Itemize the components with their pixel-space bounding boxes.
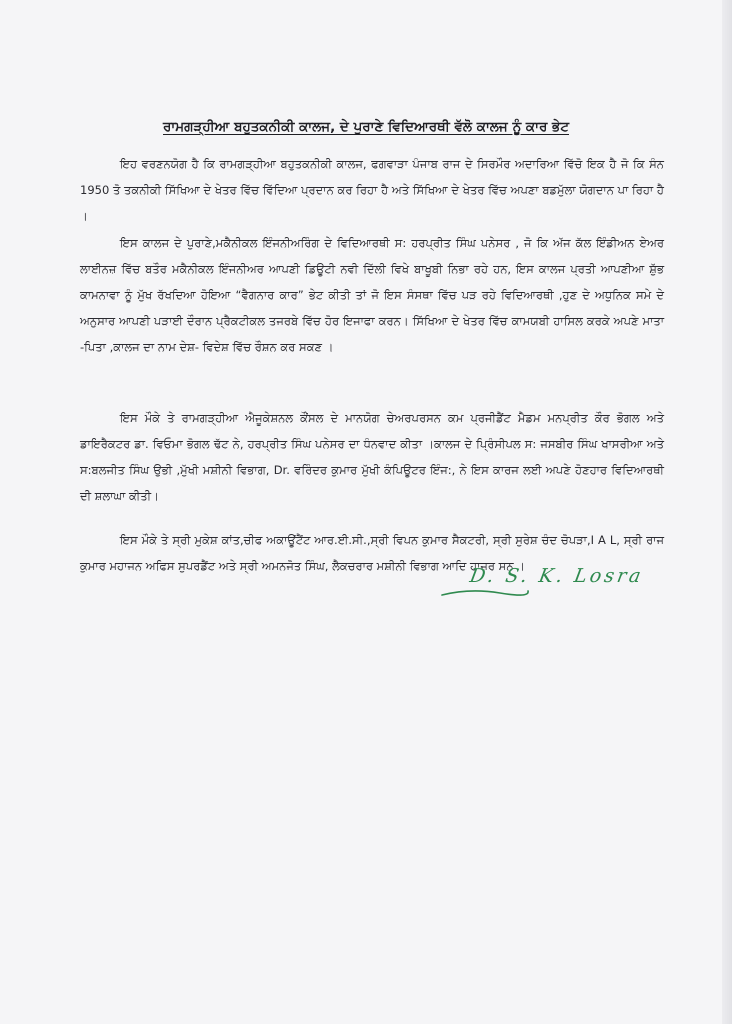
paragraph-intro-text: ਇਹ ਵਰਣਨਯੋਗ ਹੈ ਕਿ ਰਾਮਗੜ੍ਹੀਆ ਬਹੁਤਕਨੀਕੀ ਕਾਲਜ, ਫਗਵਾੜਾ ਪੰਜਾਬ ਰਾਜ ਦੇ ਸਿਰਮੌਰ ਅਦਾਰਿਆ ਵਿੱਚੋ ਇਕ ਹੈ ਜੋ ਕਿ ਸੰਨ 1950 ਤੋ ਤਕਨੀਕੀ ਸਿੱਖਿਆ ਦੇ ਖੇਤਰ ਵਿੱਚ ਵਿੱਦਿਆ ਪ੍ਰਦਾਨ ਕਰ ਰਿਹਾ ਹੈ ਅਤੇ ਸਿੱਖਿਆ ਦੇ ਖੇਤਰ ਵਿੱਚ ਅਪਣਾ ਬਡਮੁੱਲਾ ਯੋਗਦਾਨ ਪਾ ਰਿਹਾ ਹੈ । [80, 157, 664, 223]
signature-text: D. S. K. Losra [468, 565, 646, 587]
signature-stroke [440, 585, 530, 601]
paragraph-thanks-text: ਇਸ ਮੌਕੇ ਤੇ ਰਾਮਗੜ੍ਹੀਆ ਐਜੂਕੇਸ਼ਨਲ ਕੌਂਸਲ ਦੇ ਮਾਨਯੋਗ ਚੇਅਰਪਰਸਨ ਕਮ ਪ੍ਰਜੀਡੈਂਟ ਮੈਡਮ ਮਨਪ੍ਰੀਤ ਕੌਰ ਭੋਗਲ ਅਤੇ ਡਾਇਰੈਕਟਰ ਡਾ. ਵਿਓਮਾ ਭੋਗਲ ਢੱਟ ਨੇ, ਹਰਪ੍ਰੀਤ ਸਿੰਘ ਪਨੇਸਰ ਦਾ ਧੰਨਵਾਦ ਕੀਤਾ ।ਕਾਲਜ ਦੇ ਪ੍ਰਿੰਸੀਪਲ ਸ: ਜਸਬੀਰ ਸਿੰਘ ਖਾਸਰੀਆ ਅਤੇ ਸ:ਬਲਜੀਤ ਸਿੰਘ ਉਭੀ ,ਮੁੱਖੀ ਮਸ਼ੀਨੀ ਵਿਭਾਗ, Dr. ਵਰਿੰਦਰ ਕੁਮਾਰ ਮੁੱਖੀ ਕੰਪਿਊਟਰ ਇੰਜ:, ਨੇ ਇਸ ਕਾਰਜ ਲਈ ਅਪਣੇ ਹੋਣਹਾਰ ਵਿਦਿਆਰਥੀ ਦੀ ਸ਼ਲਾਘਾ ਕੀਤੀ। [80, 411, 664, 503]
paragraph-intro [80, 151, 664, 229]
scan-edge [722, 0, 732, 1024]
paragraph-donation [80, 230, 664, 360]
paragraph-thanks [80, 405, 664, 509]
handwritten-signature [470, 565, 730, 605]
paragraph-donation-text: ਇਸ ਕਾਲਜ ਦੇ ਪੁਰਾਣੇ,ਮਕੈਨੀਕਲ ਇੰਜਨੀਅਰਿੰਗ ਦੇ ਵਿਦਿਆਰਥੀ ਸ: ਹਰਪ੍ਰੀਤ ਸਿੰਘ ਪਨੇਸਰ , ਜੋ ਕਿ ਅੱਜ ਕੱਲ ਇੰਡੀਅਨ ਏਅਰ ਲਾਈਨਜ਼ ਵਿੱਚ ਬਤੌਰ ਮਕੈਨੀਕਲ ਇੰਜਨੀਅਰ ਆਪਣੀ ਡਿਊਟੀ ਨਵੀ ਦਿੱਲੀ ਵਿਖੇ ਬਾਖੂਬੀ ਨਿਭਾ ਰਹੇ ਹਨ, ਇਸ ਕਾਲਜ ਪ੍ਰਤੀ ਆਪਣੀਆ ਸ਼ੁੱਭ ਕਾਮਨਾਵਾ ਨੂੰ ਮੁੱਖ ਰੱਖਦਿਆ ਹੋਇਆ “ਵੈਗਨਾਰ ਕਾਰ” ਭੇਟ ਕੀਤੀ ਤਾਂ ਜੋ ਇਸ ਸੰਸਥਾ ਵਿੱਚ ਪੜ ਰਹੇ ਵਿਦਿਆਰਥੀ ,ਹੁਣ ਦੇ ਅਧੁਨਿਕ ਸਮੇ ਦੇ ਅਨੁਸਾਰ ਆਪਣੀ ਪੜਾਈ ਦੌਰਾਨ ਪ੍ਰੈਕਟੀਕਲ ਤਜਰਬੇ ਵਿੱਚ ਹੋਰ ਇਜਾਫਾ ਕਰਨ। ਸਿੱਖਿਆ ਦੇ ਖੇਤਰ ਵਿੱਚ ਕਾਮਯਬੀ ਹਾਸਿਲ ਕਰਕੇ ਅਪਣੇ ਮਾਤਾ -ਪਿਤਾ ,ਕਾਲਜ ਦਾ ਨਾਮ ਦੇਸ਼- ਵਿਦੇਸ਼ ਵਿੱਚ ਰੌਸ਼ਨ ਕਰ ਸਕਣ । [80, 236, 664, 354]
document-title: ਰਾਮਗੜ੍ਹੀਆ ਬਹੁਤਕਨੀਕੀ ਕਾਲਜ, ਦੇ ਪੁਰਾਣੇ ਵਿਦਿਆਰਥੀ ਵੱਲੋ ਕਾਲਜ ਨੂੰ ਕਾਰ ਭੇਟ [163, 119, 569, 135]
paragraph-attendees-text: ਇਸ ਮੌਕੇ ਤੇ ਸ੍ਰੀ ਮੁਕੇਸ਼ ਕਾਂਤ,ਚੀਫ ਅਕਾਊਂਟੈਂਟ ਆਰ.ਈ.ਸੀ.,ਸ੍ਰੀ ਵਿਪਨ ਕੁਮਾਰ ਸੈਕਟਰੀ, ਸ੍ਰੀ ਸੁਰੇਸ਼ ਚੰਦ ਚੋਪੜਾ,I A L, ਸ੍ਰੀ ਰਾਜ ਕੁਮਾਰ ਮਹਾਜਨ ਅਫਿਸ ਸੁਪਰਡੈਂਟ ਅਤੇ ਸ੍ਰੀ ਅਮਨਜੋਤ ਸਿੰਘ, ਲੈਕਚਰਾਰ ਮਸ਼ੀਨੀ ਵਿਭਾਗ ਆਦਿ ਹਾਜ਼ਰ ਸਨ । [80, 533, 664, 573]
